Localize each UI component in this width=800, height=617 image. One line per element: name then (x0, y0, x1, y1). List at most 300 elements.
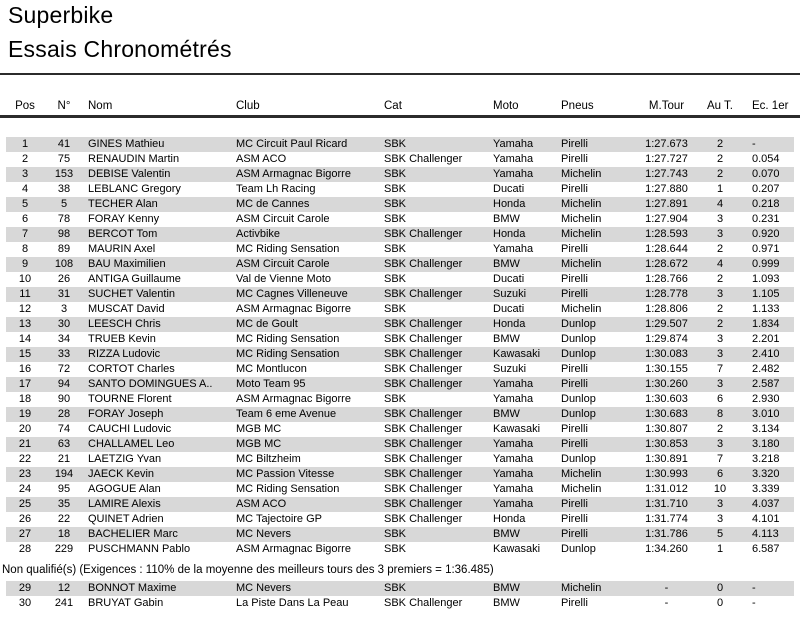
cell-tyres: Pirelli (561, 138, 588, 150)
table-row (6, 167, 794, 182)
cell-tyres: Pirelli (561, 363, 588, 375)
cell-club: MC de Goult (236, 318, 298, 330)
cell-tyres: Michelin (561, 198, 602, 210)
non-qualified-note: Non qualifié(s) (Exigences : 110% de la moyenne des meilleurs tours des 3 premiers = 1:36.485) (2, 564, 494, 576)
cell-best-lap: 1:30.260 (645, 378, 688, 390)
cell-category: SBK (384, 273, 407, 285)
cell-best-lap: 1:27.673 (645, 138, 688, 150)
cell-tyres: Michelin (561, 582, 602, 594)
cell-pos: 2 (21, 153, 29, 165)
cell-best-lap: 1:29.507 (645, 318, 688, 330)
cell-gap-to-first: 0.054 (752, 153, 780, 165)
top-divider (0, 73, 800, 75)
cell-rider-name: BRUYAT Gabin (88, 597, 164, 609)
cell-rider-name: MUSCAT David (88, 303, 165, 315)
cell-pos: 19 (18, 408, 32, 420)
column-header-rider-name: Nom (88, 100, 113, 112)
cell-best-lap: 1:31.710 (645, 498, 688, 510)
cell-rider-name: CORTOT Charles (88, 363, 175, 375)
cell-number: 75 (57, 153, 71, 165)
table-row (6, 512, 794, 527)
cell-bike: Ducati (493, 273, 525, 285)
cell-lap-count: 2 (716, 168, 724, 180)
cell-category: SBK Challenger (384, 483, 463, 495)
cell-pos: 11 (19, 288, 31, 300)
cell-pos: 1 (21, 138, 29, 150)
column-header-pos: Pos (15, 100, 35, 112)
cell-category: SBK Challenger (384, 468, 463, 480)
cell-rider-name: BERCOT Tom (88, 228, 158, 240)
cell-number: 41 (57, 138, 71, 150)
header-divider (0, 115, 800, 118)
cell-tyres: Dunlop (561, 543, 596, 555)
cell-club: MC Riding Sensation (236, 333, 340, 345)
cell-bike: Honda (493, 228, 526, 240)
cell-best-lap: 1:28.778 (645, 288, 688, 300)
cell-rider-name: GINES Mathieu (88, 138, 165, 150)
cell-category: SBK Challenger (384, 228, 463, 240)
cell-gap-to-first: 0.207 (752, 183, 780, 195)
cell-pos: 29 (18, 582, 32, 594)
cell-category: SBK (384, 243, 407, 255)
cell-tyres: Pirelli (561, 528, 588, 540)
cell-best-lap: 1:28.806 (645, 303, 688, 315)
cell-bike: Yamaha (493, 243, 534, 255)
cell-pos: 8 (21, 243, 29, 255)
cell-number: 94 (57, 378, 71, 390)
cell-gap-to-first: 2.587 (752, 378, 780, 390)
column-header-gap-to-first: Ec. 1er (752, 100, 789, 112)
cell-best-lap: 1:28.644 (645, 243, 688, 255)
cell-category: SBK (384, 183, 407, 195)
cell-bike: Suzuki (493, 363, 527, 375)
cell-bike: BMW (493, 582, 520, 594)
cell-rider-name: BAU Maximilien (88, 258, 166, 270)
cell-lap-count: 0 (716, 597, 724, 609)
cell-number: 12 (57, 582, 71, 594)
cell-number: 229 (54, 543, 74, 555)
cell-category: SBK Challenger (384, 333, 463, 345)
cell-rider-name: LEESCH Chris (88, 318, 161, 330)
cell-lap-count: 4 (716, 198, 724, 210)
cell-club: Val de Vienne Moto (236, 273, 331, 285)
cell-lap-count: 3 (716, 378, 724, 390)
cell-bike: Ducati (493, 303, 525, 315)
column-header-tyres: Pneus (561, 100, 594, 112)
cell-gap-to-first: 3.134 (752, 423, 780, 435)
cell-bike: Yamaha (493, 378, 534, 390)
cell-club: La Piste Dans La Peau (236, 597, 349, 609)
cell-club: MC Passion Vitesse (236, 468, 335, 480)
cell-tyres: Dunlop (561, 408, 596, 420)
cell-lap-count: 7 (716, 453, 724, 465)
cell-club: ASM Armagnac Bigorre (236, 543, 351, 555)
cell-club: MC Tajectoire GP (236, 513, 322, 525)
cell-bike: BMW (493, 528, 520, 540)
table-row (6, 302, 794, 317)
cell-gap-to-first: 2.410 (752, 348, 780, 360)
cell-best-lap: 1:27.891 (645, 198, 688, 210)
cell-pos: 7 (21, 228, 29, 240)
cell-number: 78 (57, 213, 71, 225)
cell-gap-to-first: 3.218 (752, 453, 780, 465)
cell-category: SBK Challenger (384, 513, 463, 525)
cell-rider-name: TRUEB Kevin (88, 333, 156, 345)
cell-lap-count: 2 (716, 243, 724, 255)
cell-number: 89 (57, 243, 71, 255)
cell-lap-count: 2 (716, 153, 724, 165)
cell-best-lap: 1:27.904 (645, 213, 688, 225)
cell-club: MC Biltzheim (236, 453, 301, 465)
cell-best-lap: 1:30.993 (645, 468, 688, 480)
table-row (6, 437, 794, 452)
non-qualified-rows (6, 581, 794, 611)
table-row (6, 377, 794, 392)
cell-rider-name: BONNOT Maxime (88, 582, 177, 594)
table-row (6, 152, 794, 167)
cell-club: MGB MC (236, 423, 282, 435)
cell-rider-name: TECHER Alan (88, 198, 158, 210)
cell-pos: 24 (18, 483, 32, 495)
cell-gap-to-first: 2.482 (752, 363, 780, 375)
cell-pos: 23 (18, 468, 32, 480)
cell-gap-to-first: 2.930 (752, 393, 780, 405)
cell-pos: 5 (21, 198, 29, 210)
cell-gap-to-first: 0.999 (752, 258, 780, 270)
cell-gap-to-first: - (752, 582, 756, 594)
cell-lap-count: 4 (716, 258, 724, 270)
table-header-row (6, 99, 794, 113)
cell-pos: 13 (18, 318, 32, 330)
cell-category: SBK (384, 528, 407, 540)
cell-bike: Yamaha (493, 468, 534, 480)
table-row (6, 422, 794, 437)
cell-number: 33 (57, 348, 71, 360)
cell-tyres: Michelin (561, 168, 602, 180)
cell-best-lap: 1:28.593 (645, 228, 688, 240)
cell-lap-count: 2 (716, 303, 724, 315)
cell-lap-count: 2 (716, 423, 724, 435)
cell-gap-to-first: 3.180 (752, 438, 780, 450)
cell-bike: Kawasaki (493, 543, 541, 555)
cell-best-lap: 1:27.880 (645, 183, 688, 195)
cell-number: 21 (57, 453, 71, 465)
cell-lap-count: 3 (716, 213, 724, 225)
cell-lap-count: 2 (716, 273, 724, 285)
cell-tyres: Pirelli (561, 513, 588, 525)
cell-rider-name: RENAUDIN Martin (88, 153, 180, 165)
cell-tyres: Dunlop (561, 333, 596, 345)
table-row (6, 317, 794, 332)
table-row (6, 182, 794, 197)
cell-category: SBK Challenger (384, 597, 463, 609)
cell-club: MC Montlucon (236, 363, 307, 375)
cell-gap-to-first: 4.113 (752, 528, 779, 540)
cell-tyres: Michelin (561, 483, 602, 495)
cell-pos: 18 (18, 393, 32, 405)
cell-rider-name: TOURNE Florent (88, 393, 172, 405)
cell-best-lap: 1:30.853 (645, 438, 688, 450)
cell-club: MC Riding Sensation (236, 483, 340, 495)
cell-gap-to-first: 2.201 (752, 333, 780, 345)
cell-club: MC Cagnes Villeneuve (236, 288, 348, 300)
cell-club: MC Riding Sensation (236, 243, 340, 255)
cell-best-lap: 1:30.683 (645, 408, 688, 420)
table-row (6, 197, 794, 212)
cell-category: SBK (384, 198, 407, 210)
cell-best-lap: 1:34.260 (645, 543, 688, 555)
cell-number: 194 (54, 468, 74, 480)
cell-lap-count: 3 (716, 348, 724, 360)
table-row (6, 347, 794, 362)
cell-bike: Honda (493, 198, 526, 210)
table-row (6, 581, 794, 596)
cell-club: MC Nevers (236, 528, 292, 540)
cell-category: SBK Challenger (384, 378, 463, 390)
cell-category: SBK (384, 393, 407, 405)
cell-category: SBK (384, 582, 407, 594)
cell-rider-name: FORAY Joseph (88, 408, 164, 420)
cell-tyres: Pirelli (561, 498, 588, 510)
cell-bike: Ducati (493, 183, 525, 195)
cell-gap-to-first: 1.834 (752, 318, 780, 330)
cell-category: SBK Challenger (384, 318, 463, 330)
cell-pos: 12 (18, 303, 32, 315)
cell-club: MGB MC (236, 438, 282, 450)
table-row (6, 137, 794, 152)
cell-rider-name: SANTO DOMINGUES A.. (88, 378, 213, 390)
cell-tyres: Pirelli (561, 597, 588, 609)
cell-bike: BMW (493, 597, 520, 609)
cell-gap-to-first: 3.339 (752, 483, 780, 495)
cell-tyres: Pirelli (561, 273, 588, 285)
cell-tyres: Pirelli (561, 288, 588, 300)
cell-number: 18 (57, 528, 71, 540)
cell-category: SBK (384, 138, 407, 150)
cell-bike: Suzuki (493, 288, 527, 300)
table-row (6, 542, 794, 557)
cell-gap-to-first: 4.101 (752, 513, 780, 525)
column-header-lap-count: Au T. (707, 100, 733, 112)
cell-best-lap: 1:30.807 (645, 423, 688, 435)
table-row (6, 257, 794, 272)
cell-tyres: Dunlop (561, 393, 596, 405)
table-row (6, 497, 794, 512)
cell-club: ASM Circuit Carole (236, 213, 330, 225)
cell-pos: 15 (18, 348, 32, 360)
cell-tyres: Pirelli (561, 183, 588, 195)
page-subtitle: Essais Chronométrés (8, 36, 232, 62)
cell-best-lap: - (664, 597, 669, 609)
cell-number: 38 (57, 183, 71, 195)
cell-gap-to-first: - (752, 597, 756, 609)
cell-lap-count: 2 (716, 138, 724, 150)
cell-number: 35 (57, 498, 71, 510)
cell-bike: Honda (493, 513, 526, 525)
cell-category: SBK Challenger (384, 453, 463, 465)
cell-pos: 16 (18, 363, 32, 375)
cell-tyres: Michelin (561, 258, 602, 270)
cell-tyres: Michelin (561, 213, 602, 225)
cell-tyres: Dunlop (561, 348, 596, 360)
cell-lap-count: 3 (716, 288, 724, 300)
cell-gap-to-first: 3.320 (752, 468, 780, 480)
cell-number: 5 (60, 198, 68, 210)
cell-number: 26 (57, 273, 71, 285)
cell-rider-name: DEBISE Valentin (88, 168, 171, 180)
column-header-bike: Moto (493, 100, 519, 112)
cell-lap-count: 6 (716, 393, 724, 405)
cell-lap-count: 3 (716, 228, 724, 240)
cell-tyres: Michelin (561, 303, 602, 315)
cell-lap-count: 1 (716, 183, 724, 195)
cell-lap-count: 5 (716, 528, 724, 540)
cell-bike: Yamaha (493, 138, 534, 150)
cell-pos: 20 (18, 423, 32, 435)
cell-rider-name: MAURIN Axel (88, 243, 156, 255)
cell-number: 31 (57, 288, 71, 300)
cell-club: Activbike (236, 228, 281, 240)
cell-rider-name: FORAY Kenny (88, 213, 160, 225)
cell-pos: 9 (21, 258, 29, 270)
cell-category: SBK (384, 168, 407, 180)
table-row (6, 452, 794, 467)
cell-bike: BMW (493, 333, 520, 345)
table-row (6, 212, 794, 227)
cell-bike: Kawasaki (493, 423, 541, 435)
cell-number: 98 (57, 228, 71, 240)
table-row (6, 392, 794, 407)
cell-pos: 27 (18, 528, 32, 540)
cell-club: MC Nevers (236, 582, 292, 594)
cell-club: ASM Armagnac Bigorre (236, 303, 351, 315)
cell-lap-count: 6 (716, 468, 724, 480)
cell-category: SBK Challenger (384, 258, 463, 270)
cell-best-lap: 1:31.774 (645, 513, 688, 525)
cell-bike: BMW (493, 258, 520, 270)
cell-gap-to-first: 6.587 (752, 543, 780, 555)
cell-tyres: Pirelli (561, 153, 588, 165)
cell-club: ASM Armagnac Bigorre (236, 393, 351, 405)
cell-club: Team Lh Racing (236, 183, 316, 195)
cell-tyres: Michelin (561, 228, 602, 240)
column-header-number: N° (57, 100, 71, 112)
cell-pos: 17 (18, 378, 32, 390)
table-row (6, 227, 794, 242)
cell-category: SBK Challenger (384, 438, 463, 450)
cell-number: 22 (57, 513, 71, 525)
qualified-rows (6, 137, 794, 557)
table-row (6, 272, 794, 287)
cell-lap-count: 2 (716, 318, 724, 330)
table-row (6, 332, 794, 347)
cell-bike: Yamaha (493, 153, 534, 165)
cell-gap-to-first: 1.133 (752, 303, 780, 315)
cell-rider-name: LEBLANC Gregory (88, 183, 181, 195)
table-row (6, 467, 794, 482)
cell-lap-count: 3 (716, 438, 724, 450)
cell-tyres: Dunlop (561, 453, 596, 465)
cell-bike: BMW (493, 213, 520, 225)
cell-best-lap: 1:30.083 (645, 348, 688, 360)
cell-category: SBK Challenger (384, 423, 463, 435)
cell-pos: 14 (18, 333, 32, 345)
column-header-best-lap: M.Tour (648, 100, 685, 112)
cell-bike: Kawasaki (493, 348, 541, 360)
cell-tyres: Pirelli (561, 438, 588, 450)
cell-category: SBK (384, 543, 407, 555)
cell-category: SBK Challenger (384, 288, 463, 300)
table-row (6, 242, 794, 257)
cell-best-lap: 1:29.874 (645, 333, 688, 345)
cell-club: ASM Armagnac Bigorre (236, 168, 351, 180)
cell-gap-to-first: 4.037 (752, 498, 780, 510)
cell-gap-to-first: 0.920 (752, 228, 780, 240)
cell-category: SBK Challenger (384, 498, 463, 510)
cell-club: Team 6 eme Avenue (236, 408, 337, 420)
cell-number: 90 (57, 393, 71, 405)
table-row (6, 596, 794, 611)
cell-category: SBK Challenger (384, 363, 463, 375)
cell-gap-to-first: 0.218 (752, 198, 780, 210)
cell-lap-count: 8 (716, 408, 724, 420)
cell-number: 30 (57, 318, 71, 330)
cell-rider-name: CHALLAMEL Leo (88, 438, 175, 450)
cell-number: 108 (54, 258, 74, 270)
table-row (6, 407, 794, 422)
cell-lap-count: 7 (716, 363, 724, 375)
cell-pos: 22 (18, 453, 32, 465)
cell-rider-name: JAECK Kevin (88, 468, 155, 480)
cell-pos: 6 (21, 213, 29, 225)
cell-rider-name: SUCHET Valentin (88, 288, 176, 300)
cell-rider-name: BACHELIER Marc (88, 528, 178, 540)
cell-tyres: Pirelli (561, 243, 588, 255)
cell-bike: BMW (493, 408, 520, 420)
column-header-club: Club (236, 100, 260, 112)
cell-gap-to-first: 0.231 (752, 213, 780, 225)
cell-tyres: Michelin (561, 468, 602, 480)
cell-number: 241 (54, 597, 74, 609)
cell-rider-name: CAUCHI Ludovic (88, 423, 172, 435)
cell-rider-name: RIZZA Ludovic (88, 348, 161, 360)
cell-gap-to-first: 0.971 (752, 243, 780, 255)
cell-gap-to-first: 3.010 (752, 408, 780, 420)
table-row (6, 482, 794, 497)
cell-lap-count: 3 (716, 498, 724, 510)
cell-bike: Yamaha (493, 498, 534, 510)
cell-rider-name: ANTIGA Guillaume (88, 273, 181, 285)
cell-number: 95 (57, 483, 71, 495)
cell-rider-name: LAMIRE Alexis (88, 498, 161, 510)
cell-lap-count: 3 (716, 333, 724, 345)
cell-best-lap: - (664, 582, 669, 594)
cell-pos: 28 (18, 543, 32, 555)
cell-club: ASM Circuit Carole (236, 258, 330, 270)
cell-category: SBK (384, 303, 407, 315)
cell-best-lap: 1:30.603 (645, 393, 688, 405)
table-row (6, 362, 794, 377)
cell-number: 72 (57, 363, 71, 375)
page-title: Superbike (8, 2, 114, 28)
cell-number: 3 (60, 303, 68, 315)
cell-bike: Yamaha (493, 393, 534, 405)
cell-category: SBK (384, 213, 407, 225)
cell-tyres: Pirelli (561, 378, 588, 390)
cell-number: 153 (54, 168, 74, 180)
cell-best-lap: 1:30.891 (645, 453, 688, 465)
cell-category: SBK Challenger (384, 408, 463, 420)
